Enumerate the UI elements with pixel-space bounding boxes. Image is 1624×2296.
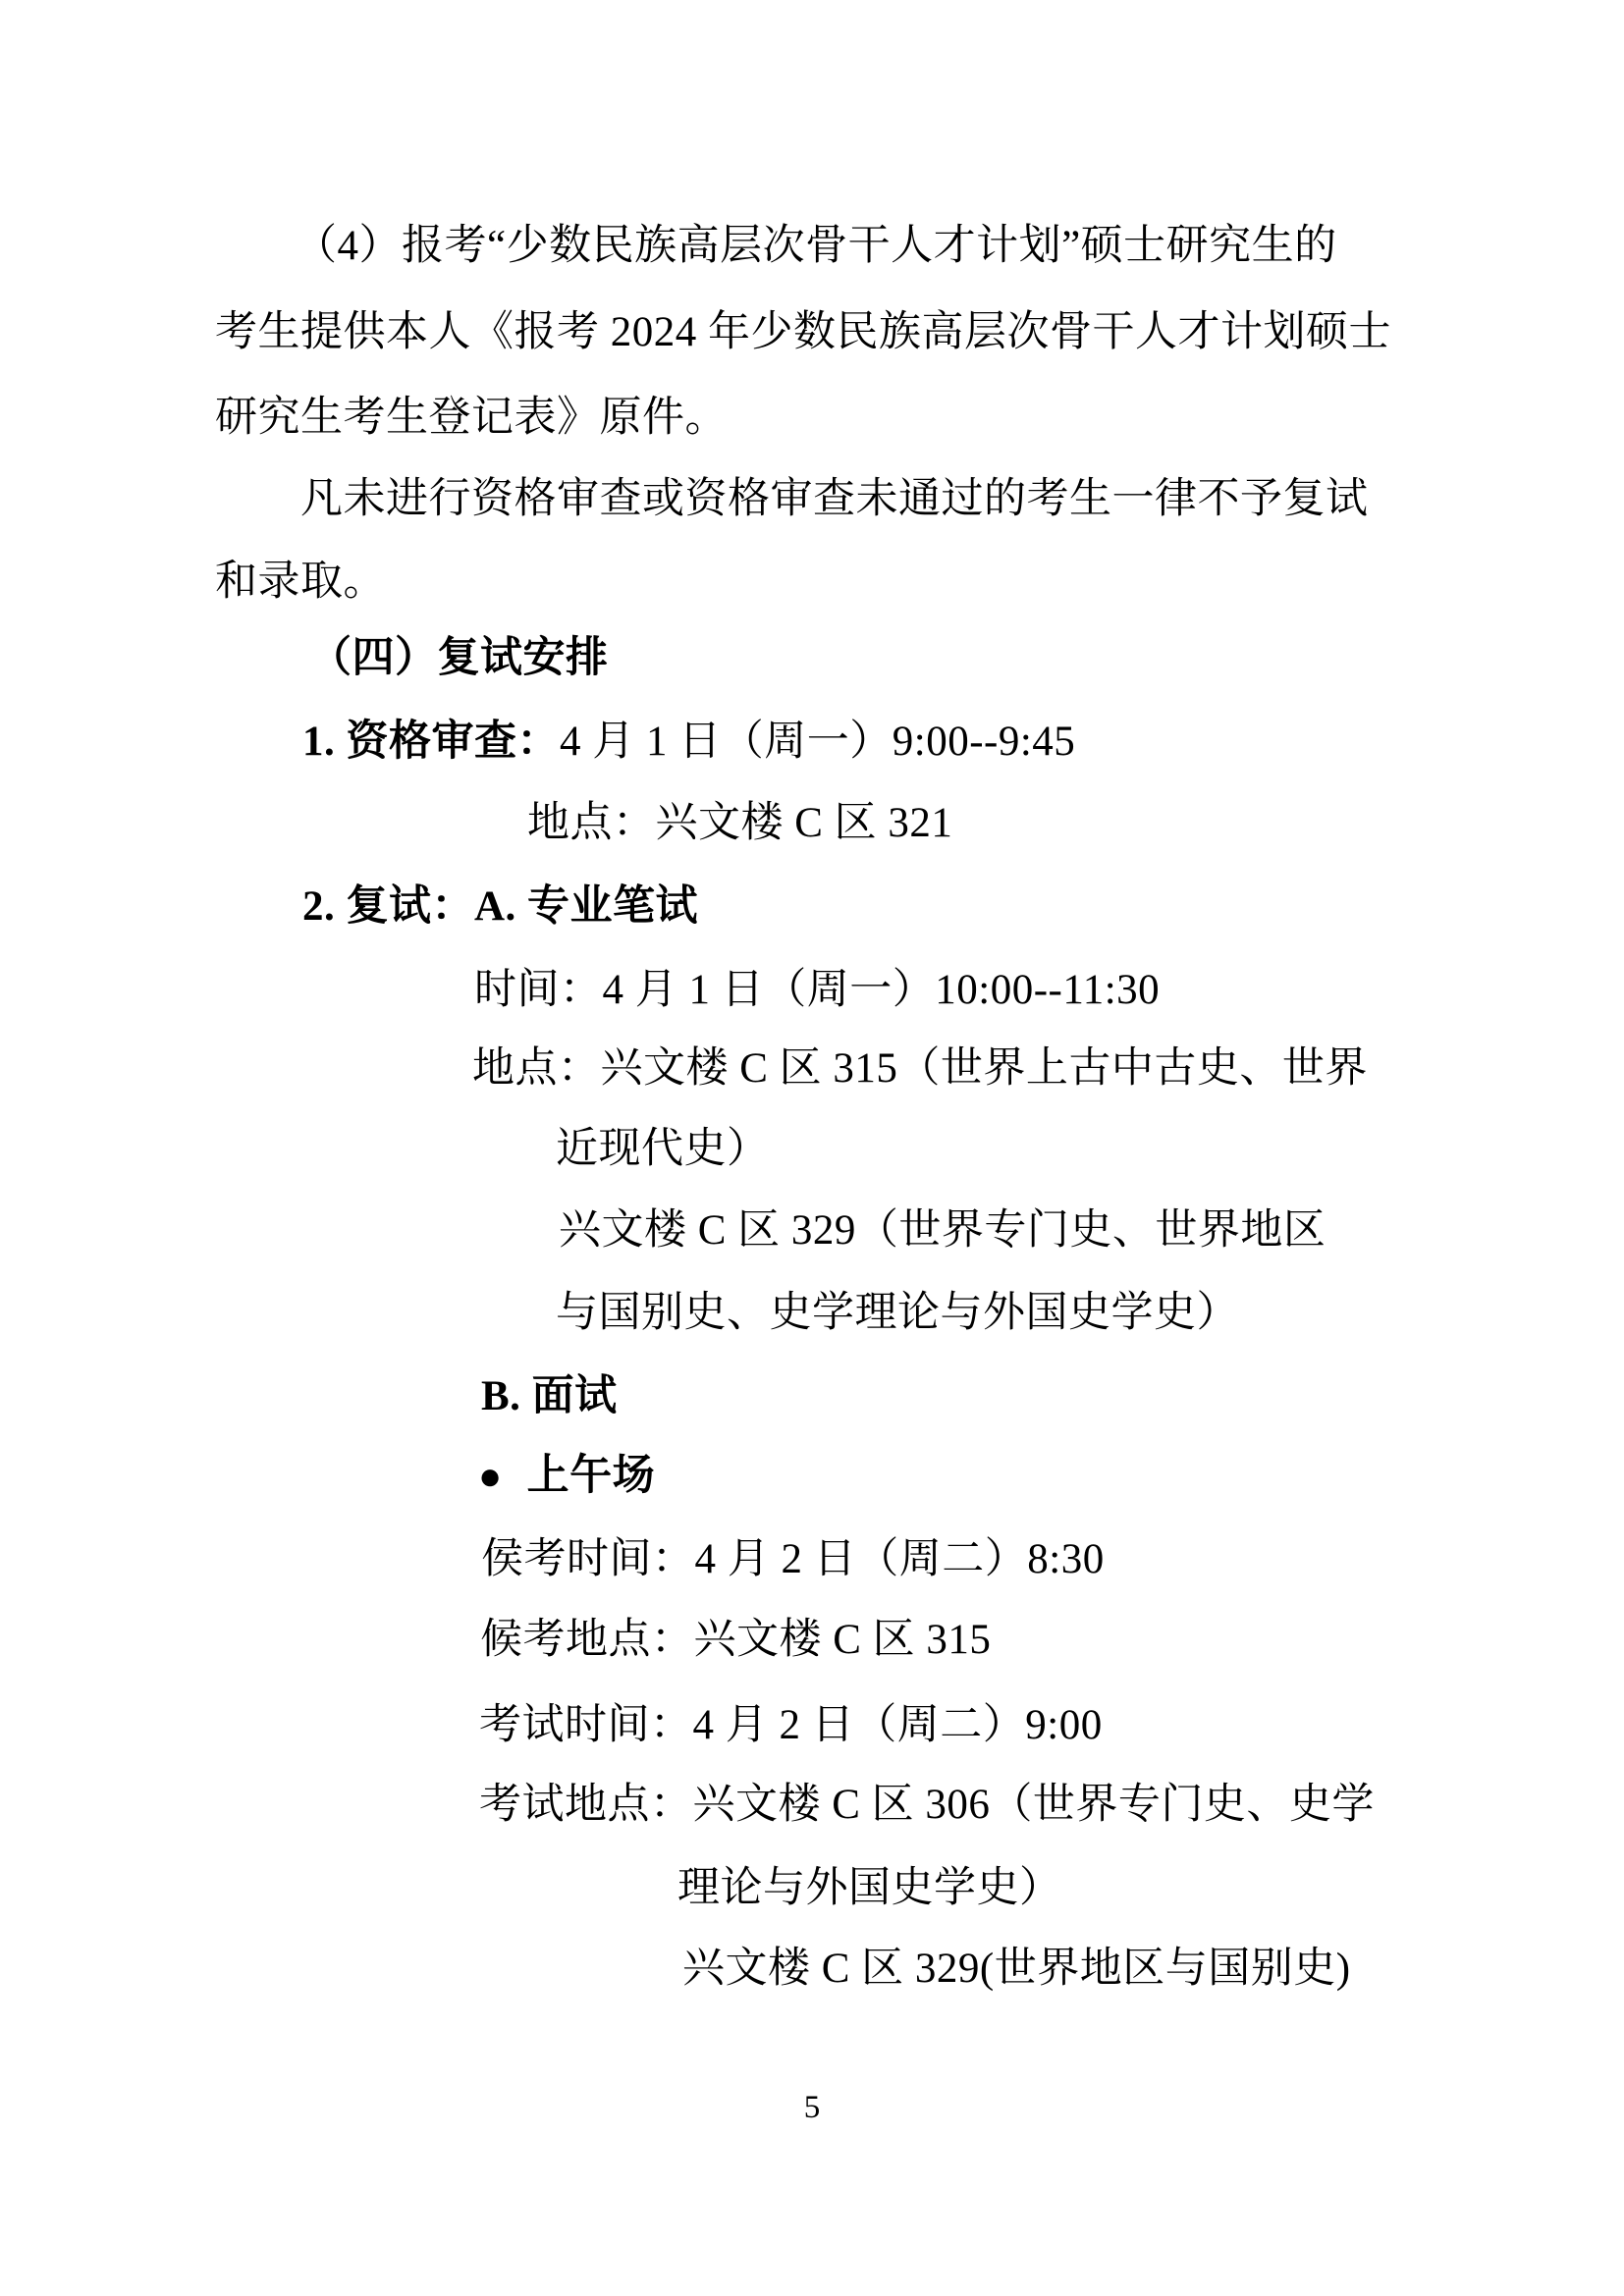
morning-exam-location-line3: 兴文楼 C 区 329(世界地区与国别史) [682, 1946, 1351, 1992]
written-exam-time: 时间：4 月 1 日（周一）10:00--11:30 [474, 967, 1161, 1013]
qualification-label: 1. 资格审查： [302, 719, 560, 765]
interview-label: B. 面试 [481, 1373, 618, 1419]
morning-waiting-time: 侯考时间：4 月 2 日（周二）8:30 [481, 1536, 1105, 1582]
written-exam-location-line4: 与国别史、史学理论与外国史学史） [556, 1290, 1239, 1336]
morning-waiting-location: 候考地点：兴文楼 C 区 315 [480, 1617, 992, 1663]
morning-exam-location-line2: 理论与外国史学史） [677, 1865, 1062, 1911]
para-minority-plan-line2: 考生提供本人《报考 2024 年少数民族高层次骨干人才计划硕士 [215, 309, 1391, 355]
written-exam-location-line3: 兴文楼 C 区 329（世界专门史、世界地区 [559, 1207, 1326, 1254]
qualification-location: 地点：兴文楼 C 区 321 [527, 800, 953, 846]
morning-exam-time: 考试时间：4 月 2 日（周二）9:00 [479, 1702, 1103, 1748]
page-number: 5 [803, 2090, 821, 2125]
retest-label: 2. 复试：A. 专业笔试 [302, 883, 699, 930]
morning-exam-location-line1: 考试地点：兴文楼 C 区 306（世界专门史、史学 [479, 1782, 1375, 1828]
written-exam-location-line2: 近现代史） [556, 1126, 770, 1172]
para-minority-plan-line1: （4）报考“少数民族高层次骨干人才计划”硕士研究生的 [295, 223, 1337, 269]
para-disqualify-line1: 凡未进行资格审查或资格审查未通过的考生一律不予复试 [300, 476, 1369, 522]
morning-session-heading [478, 1452, 655, 1501]
para-disqualify-line2: 和录取。 [215, 559, 386, 605]
morning-session-title: 上午场 [526, 1453, 656, 1499]
qualification-line [302, 718, 1075, 767]
para-minority-plan-line3: 研究生考生登记表》原件。 [215, 395, 728, 441]
qualification-datetime: 4 月 1 日（周一）9:00--9:45 [560, 719, 1076, 765]
written-exam-location-line1: 地点：兴文楼 C 区 315（世界上古中古史、世界 [472, 1045, 1368, 1092]
section-heading: （四）复试安排 [309, 635, 609, 681]
bullet-icon: ● [478, 1454, 503, 1498]
